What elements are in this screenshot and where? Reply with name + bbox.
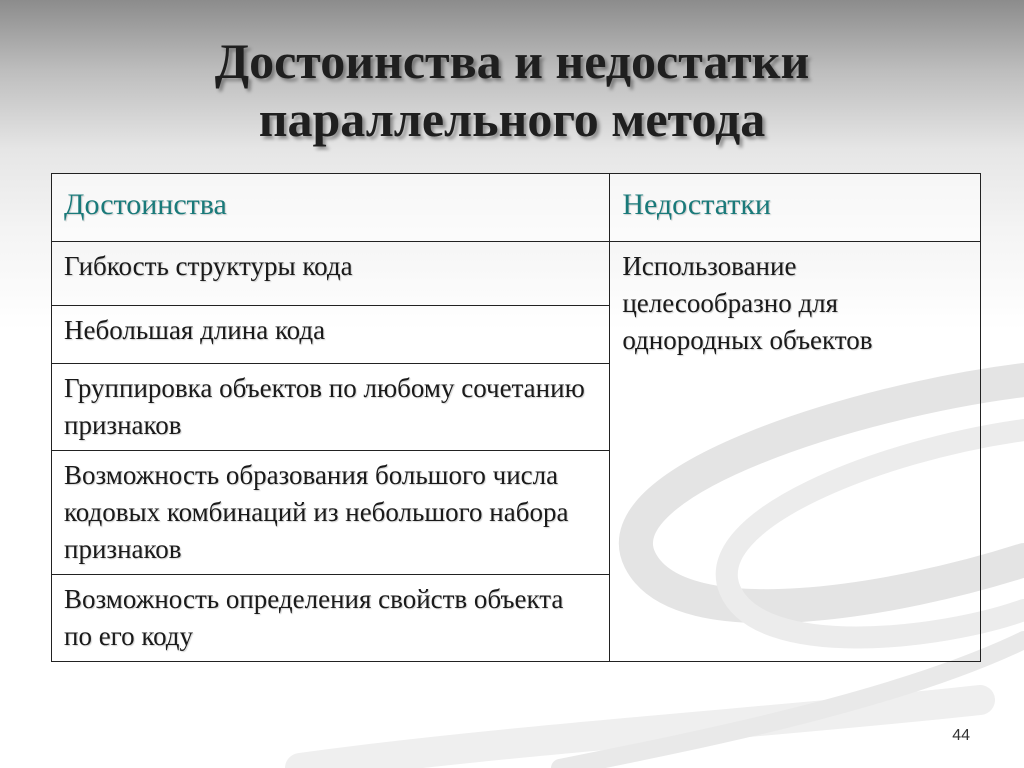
advantage-cell: Гибкость структуры кода bbox=[52, 242, 610, 306]
table-header-row bbox=[52, 174, 981, 242]
header-advantages: Достоинства bbox=[52, 174, 610, 242]
comparison-table bbox=[51, 173, 981, 662]
advantage-cell: Группировка объектов по любому сочетанию признаков bbox=[52, 364, 610, 451]
header-disadvantages: Недостатки bbox=[610, 174, 981, 242]
slide-title-line-2: параллельного метода bbox=[258, 91, 766, 147]
slide-title-line-1: Достоинства и недостатки bbox=[214, 33, 810, 89]
slide-title bbox=[0, 32, 1024, 148]
advantage-cell: Возможность образования большого числа кодовых комбинаций из небольшого набора признаков bbox=[52, 451, 610, 575]
disadvantage-cell: Использование целесообразно для однородных объектов bbox=[610, 242, 981, 662]
page-number: 44 bbox=[952, 727, 970, 744]
advantage-cell: Возможность определения свойств объекта по его коду bbox=[52, 575, 610, 662]
table-row bbox=[52, 242, 981, 306]
advantage-cell: Небольшая длина кода bbox=[52, 306, 610, 364]
